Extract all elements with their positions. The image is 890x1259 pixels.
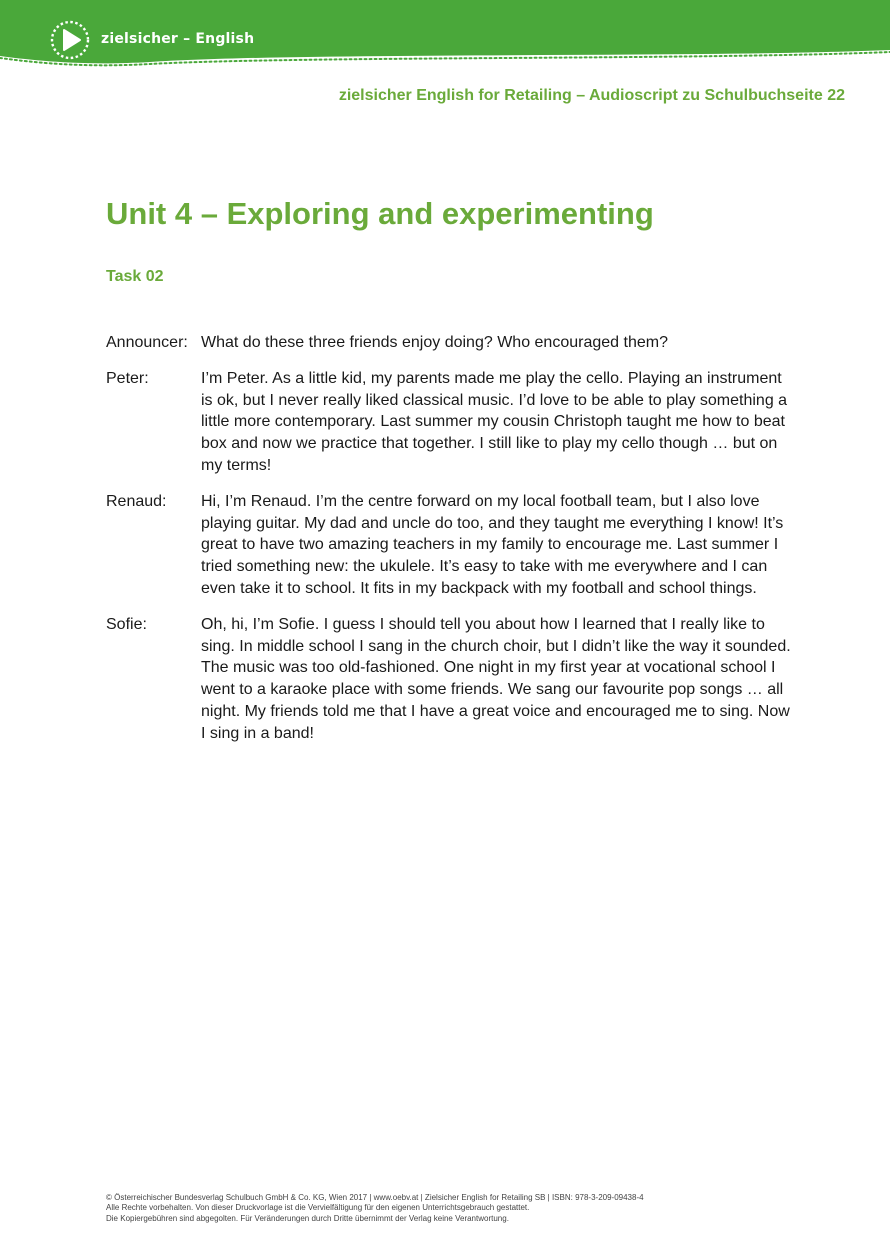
transcript-line-sofie <box>106 614 796 745</box>
header-caption: zielsicher English for Retailing – Audioscript zu Schulbuchseite 22 <box>338 87 845 104</box>
speaker-name: Peter: <box>106 369 149 387</box>
transcript-line-renaud <box>106 491 796 600</box>
transcript <box>106 332 796 759</box>
speaker-text: What do these three friends enjoy doing? Who encouraged them? <box>201 334 668 351</box>
play-in-dotted-circle-icon <box>50 20 90 60</box>
copyright-footer <box>106 1193 644 1224</box>
transcript-line-announcer <box>106 332 796 354</box>
unit-title: Unit 4 – Exploring and experimenting <box>106 196 654 231</box>
transcript-line-peter <box>106 368 796 477</box>
brand-name: zielsicher – English <box>101 31 255 47</box>
task-label: Task 02 <box>106 268 164 285</box>
speaker-name: Renaud: <box>106 492 167 510</box>
speaker-text: Oh, hi, I’m Sofie. I guess I should tell you about how I learned that I really like to sing. In middle school I sang in the church choir, but I didn’t like the way it sounded. The music was too old-fashioned. One night in my first year at vocational school I went to a karaoke place with some friends. We sang our favourite pop songs … all night. My friends told me that I have a great voice and encouraged me to sing. Now I sing in a band! <box>201 615 791 742</box>
speaker-text: I’m Peter. As a little kid, my parents made me play the cello. Playing an instrument is ok, but I never really liked classical music. I’d love to be able to play something a little more contemporary. Last summer my cousin Christoph taught me how to beat box and now we practice that together. I still like to play my cello though … but on my terms! <box>201 369 788 474</box>
speaker-name: Announcer: <box>106 334 188 351</box>
footer-line-2: Alle Rechte vorbehalten. Von dieser Druckvorlage ist die Vervielfältigung für den eigenen Unterrichtsgebrauch gestattet. <box>106 1203 530 1213</box>
footer-line-1: © Österreichischer Bundesverlag Schulbuch GmbH & Co. KG, Wien 2017 | www.oebv.at | Zielsicher English for Retailing SB | ISBN: 978-3-209-09438-4 <box>106 1193 644 1202</box>
speaker-text: Hi, I’m Renaud. I’m the centre forward on my local football team, but I also love playing guitar. My dad and uncle do too, and they taught me everything I know! It’s great to have two amazing teachers in my family to encourage me. Last summer I tried something new: the ukulele. It’s easy to take with me everywhere and I can even take it to school. It fits in my backpack with my football and school things. <box>201 492 784 597</box>
footer-line-3: Die Kopiergebühren sind abgegolten. Für Veränderungen durch Dritte übernimmt der Verlag keine Verantwortung. <box>106 1213 509 1223</box>
speaker-name: Sofie: <box>106 615 147 633</box>
